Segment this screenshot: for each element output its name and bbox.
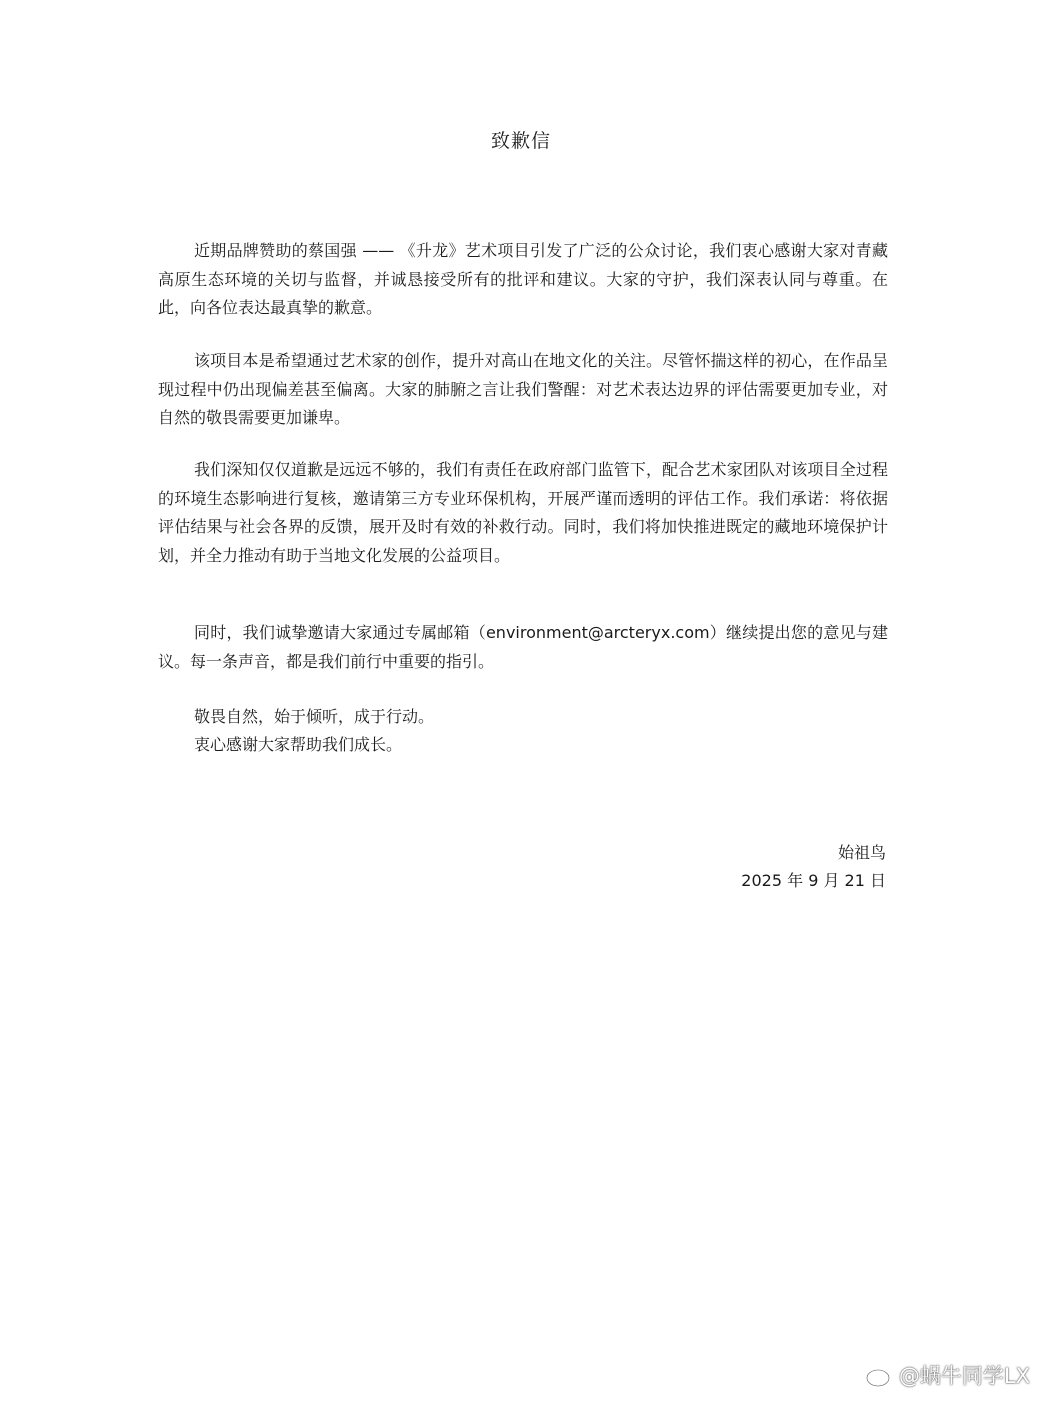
signature: 始祖鸟 [837,843,886,862]
paragraph-commitment: 我们深知仅仅道歉是远远不够的，我们有责任在政府部门监管下，配合艺术家团队对该项目全过程的环境生态影响进行复核，邀请第三方专业环保机构，开展严谨而透明的评估工作。我们承诺：将依据评估结果与社会各界的反馈，展开及时有效的补救行动。同时，我们将加快推进既定的藏地环境保护计划，并全力推动有助于当地文化发展的公益项目。 [158,460,888,565]
weibo-icon [865,1362,895,1388]
paragraph-apology: 近期品牌赞助的蔡国强 —— 《升龙》艺术项目引发了广泛的公众讨论，我们衷心感谢大家对青藏高原生态环境的关切与监督，并诚恳接受所有的批评和建议。大家的守护，我们深表认同与尊重。在此，向各位表达最真挚的歉意。 [158,241,888,317]
weibo-watermark [865,1360,1030,1390]
watermark-text: @蜗牛同学LX [898,1364,1030,1388]
paragraph-closing-motto: 敬畏自然，始于倾听，成于行动。 [194,707,435,726]
paragraph-closing-thanks: 衷心感谢大家帮助我们成长。 [194,735,403,754]
letter-title: 致歉信 [490,130,551,152]
paragraph-feedback-email: 同时，我们诚挚邀请大家通过专属邮箱（environment@arcteryx.com）继续提出您的意见与建议。每一条声音，都是我们前行中重要的指引。 [158,623,888,671]
letter-date: 2025 年 9 月 21 日 [741,871,886,890]
paragraph-intent: 该项目本是希望通过艺术家的创作，提升对高山在地文化的关注。尽管怀揣这样的初心，在作品呈现过程中仍出现偏差甚至偏离。大家的肺腑之言让我们警醒：对艺术表达边界的评估需要更加专业，对自然的敬畏需要更加谦卑。 [158,351,888,427]
